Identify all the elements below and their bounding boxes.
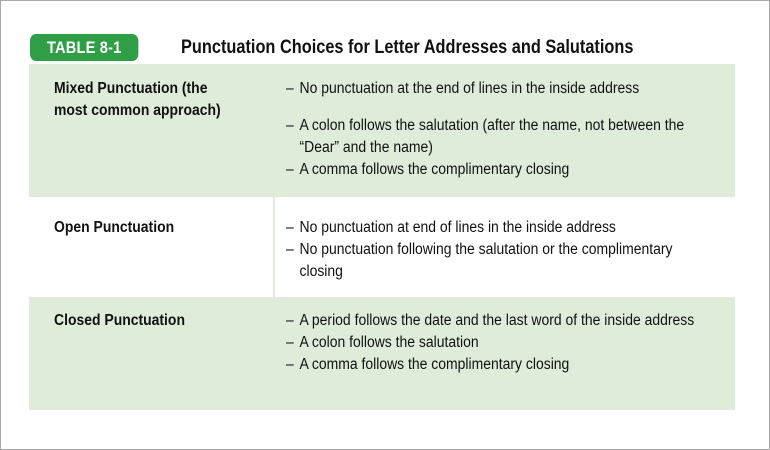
row-items xyxy=(286,78,709,181)
table-row-open xyxy=(29,197,735,297)
row-label: Mixed Punctuation (the most common approach) xyxy=(54,80,221,119)
bullet-marker: – xyxy=(286,356,294,373)
list-item: – No punctuation at end of lines in the inside address xyxy=(286,217,709,239)
column-divider xyxy=(273,197,275,297)
list-item: – A period follows the date and the last word of the inside address xyxy=(286,310,709,332)
bullet-marker: – xyxy=(286,80,294,97)
list-item: – No punctuation at the end of lines in the inside address xyxy=(286,78,709,100)
bullet-marker: – xyxy=(286,241,294,258)
bullet-marker: – xyxy=(286,161,294,178)
list-item: – A colon follows the salutation xyxy=(286,332,709,354)
row-label: Open Punctuation xyxy=(54,219,175,236)
table-row-closed xyxy=(29,297,735,410)
list-item: – No punctuation following the salutation or the complimentary closing xyxy=(286,241,673,280)
table-row-mixed xyxy=(29,64,735,197)
row-items xyxy=(286,217,709,283)
list-item: – A colon follows the salutation (after the name, not between the “Dear” and the name) xyxy=(286,117,685,156)
list-item: – A comma follows the complimentary closing xyxy=(286,354,709,376)
list-item: – A comma follows the complimentary closing xyxy=(286,159,709,181)
table-number-badge: TABLE 8-1 xyxy=(30,34,138,61)
punctuation-table xyxy=(29,64,735,410)
table-title: Punctuation Choices for Letter Addresses and Salutations xyxy=(181,37,634,58)
bullet-marker: – xyxy=(286,334,294,351)
bullet-marker: – xyxy=(286,219,294,236)
row-label: Closed Punctuation xyxy=(54,312,185,329)
bullet-marker: – xyxy=(286,312,294,329)
row-items xyxy=(286,310,709,376)
bullet-marker: – xyxy=(286,117,294,134)
